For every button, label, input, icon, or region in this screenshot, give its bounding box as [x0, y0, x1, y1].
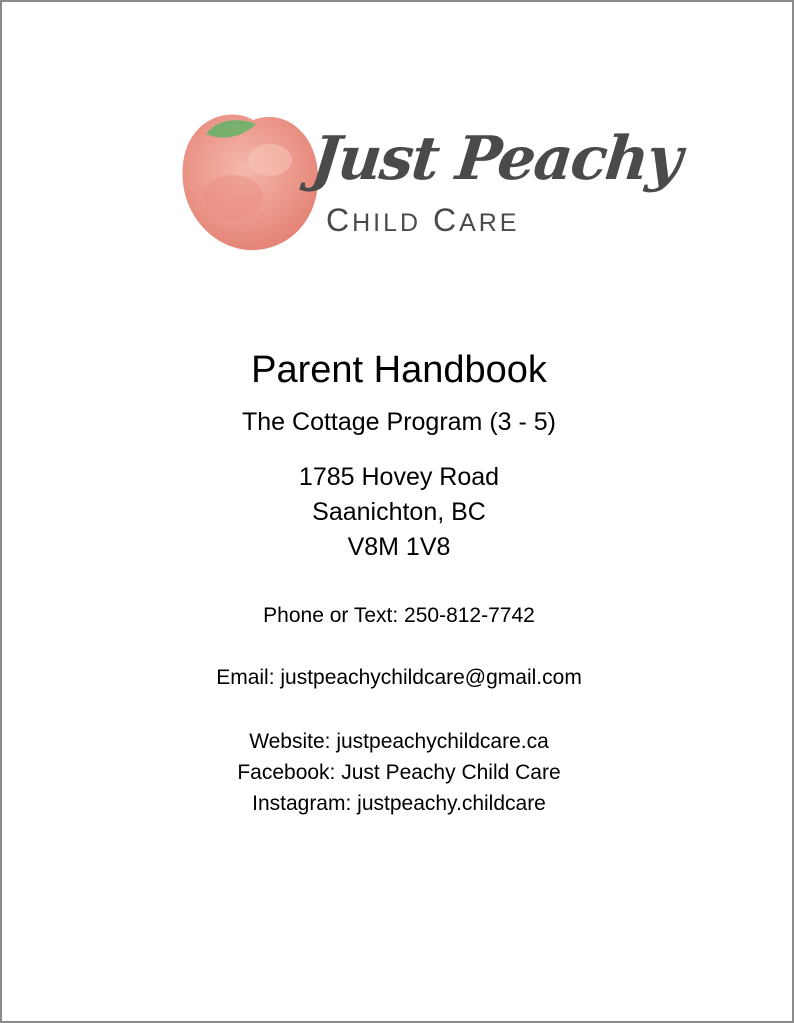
logo-subtitle: [326, 202, 519, 241]
address-line: Saanichton, BC: [312, 498, 486, 526]
logo-sub-letters: ARE: [459, 209, 520, 237]
address-line: 1785 Hovey Road: [298, 463, 500, 491]
website-line: Website: justpeachychildcare.ca: [249, 730, 549, 753]
address-line: V8M 1V8: [347, 533, 451, 561]
phone-line: Phone or Text: 250-812-7742: [263, 604, 535, 627]
logo-sub-letter: C: [326, 202, 353, 238]
peach-icon: [178, 102, 328, 252]
program-subtitle: The Cottage Program (3 - 5): [241, 408, 556, 436]
logo-sub-letter: C: [432, 202, 460, 238]
facebook-line: Facebook: Just Peachy Child Care: [237, 761, 561, 784]
page-title: Parent Handbook: [251, 349, 547, 391]
address-block: [2, 460, 794, 565]
logo-sub-space: [421, 202, 433, 238]
email-line: Email: justpeachychildcare@gmail.com: [216, 666, 582, 689]
just-peachy-logo: [178, 102, 684, 257]
social-links: [2, 726, 794, 819]
logo-sub-letters: HILD: [352, 209, 422, 237]
instagram-line: Instagram: justpeachy.childcare: [252, 792, 546, 815]
logo-script-text: Just Peachy: [308, 124, 684, 194]
